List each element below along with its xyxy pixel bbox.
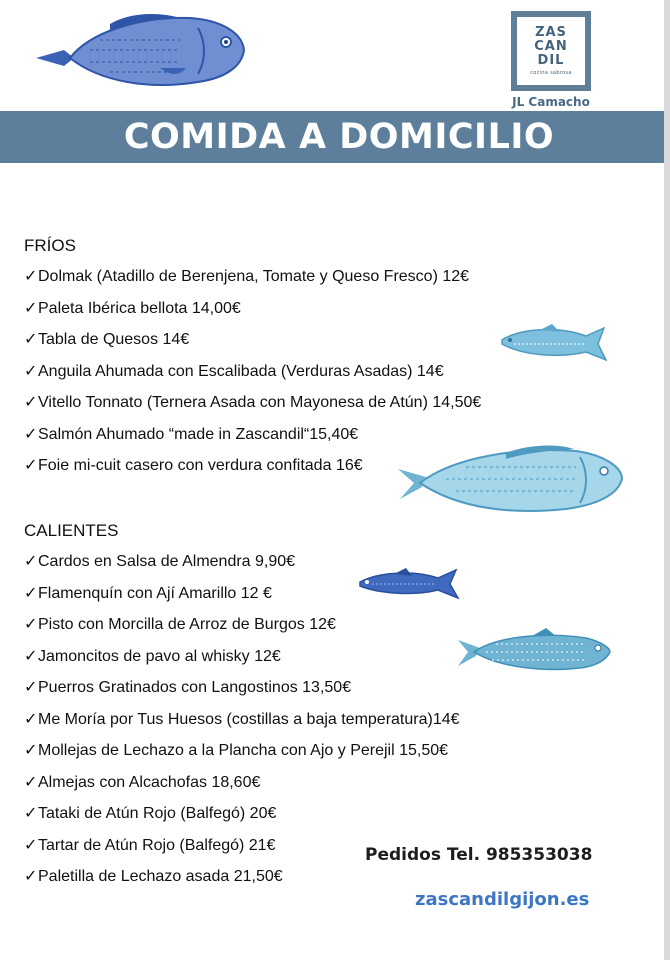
check-icon: ✓ <box>24 268 38 285</box>
logo-text-line1: ZAS <box>535 25 567 40</box>
check-icon: ✓ <box>24 362 38 380</box>
menu-item <box>24 641 460 673</box>
menu-item-label: Cardos en Salsa de Almendra 9,90€ <box>38 553 296 570</box>
check-icon: ✓ <box>24 584 38 602</box>
check-icon: ✓ <box>24 299 38 317</box>
logo-text-line2: CAN <box>534 39 568 54</box>
menu-item-label: Tataki de Atún Rojo (Balfegó) 20€ <box>38 805 277 822</box>
menu-item-label: Mollejas de Lechazo a la Plancha con Ajo y Perejil 15,50€ <box>38 742 449 759</box>
logo-tagline: cocina sabrosa <box>530 70 572 76</box>
menu-item-label: Puerros Gratinados con Langostinos 13,50€ <box>38 679 352 696</box>
check-icon: ✓ <box>24 868 38 885</box>
check-icon: ✓ <box>24 836 38 854</box>
page-title: COMIDA A DOMICILIO <box>123 117 555 157</box>
menu-item <box>24 609 460 641</box>
menu-item-label: Dolmak (Atadillo de Berenjena, Tomate y Queso Fresco) 12€ <box>38 268 470 285</box>
menu-item-label: Foie mi-cuit casero con verdura confitada 16€ <box>38 457 363 474</box>
menu-item-label: Tabla de Quesos 14€ <box>38 331 190 348</box>
section-title-calientes: CALIENTES <box>24 521 119 540</box>
sardine-illustration-3 <box>456 626 612 676</box>
menu-item-label: Pisto con Morcilla de Arroz de Burgos 12€ <box>38 616 336 633</box>
check-icon: ✓ <box>24 647 38 665</box>
menu-item-label: Paleta Ibérica bellota 14,00€ <box>38 299 241 317</box>
menu-item <box>24 387 481 419</box>
menu-item <box>24 735 460 767</box>
menu-item-label: Vitello Tonnato (Ternera Asada con Mayonesa de Atún) 14,50€ <box>38 394 482 411</box>
check-icon: ✓ <box>24 425 38 443</box>
title-banner <box>0 111 664 163</box>
logo-text-line3: DIL <box>537 53 565 68</box>
orders-phone: Pedidos Tel. 985353038 <box>365 845 593 865</box>
menu-item <box>24 672 460 704</box>
menu-item <box>24 293 481 325</box>
check-icon: ✓ <box>24 457 38 474</box>
menu-item-label: Jamoncitos de pavo al whisky 12€ <box>38 647 281 665</box>
menu-item <box>24 861 460 893</box>
menu-item-label: Salmón Ahumado “made in Zascandil“15,40€ <box>38 425 359 443</box>
sardine-illustration-1 <box>500 322 610 366</box>
check-icon: ✓ <box>24 616 38 633</box>
section-title-frios: FRÍOS <box>24 236 76 255</box>
check-icon: ✓ <box>24 710 38 728</box>
sea-bream-illustration <box>30 10 248 96</box>
check-icon: ✓ <box>24 553 38 570</box>
check-icon: ✓ <box>24 773 38 791</box>
menu-item <box>24 704 460 736</box>
sardine-illustration-2 <box>358 566 460 602</box>
check-icon: ✓ <box>24 679 38 696</box>
menu-item-label: Almejas con Alcachofas 18,60€ <box>38 773 261 791</box>
zascandil-logo <box>511 11 591 91</box>
owner-name: JL Camacho <box>512 95 590 109</box>
check-icon: ✓ <box>24 805 38 822</box>
menu-item <box>24 261 481 293</box>
menu-item <box>24 767 460 799</box>
menu-item-label: Me Moría por Tus Huesos (costillas a baja temperatura)14€ <box>38 710 460 728</box>
check-icon: ✓ <box>24 742 38 759</box>
menu-item-label: Paletilla de Lechazo asada 21,50€ <box>38 868 283 885</box>
page-edge <box>664 0 670 960</box>
check-icon: ✓ <box>24 331 38 348</box>
menu-item-label: Tartar de Atún Rojo (Balfegó) 21€ <box>38 836 276 854</box>
check-icon: ✓ <box>24 394 38 411</box>
sea-bream-illustration-2 <box>396 443 626 519</box>
menu-item <box>24 324 481 356</box>
menu-item <box>24 356 481 388</box>
menu-item-label: Anguila Ahumada con Escalibada (Verduras Asadas) 14€ <box>38 362 444 380</box>
menu-item <box>24 798 460 830</box>
menu-item-label: Flamenquín con Ají Amarillo 12 € <box>38 584 272 602</box>
website-link[interactable]: zascandilgijon.es <box>415 889 590 910</box>
